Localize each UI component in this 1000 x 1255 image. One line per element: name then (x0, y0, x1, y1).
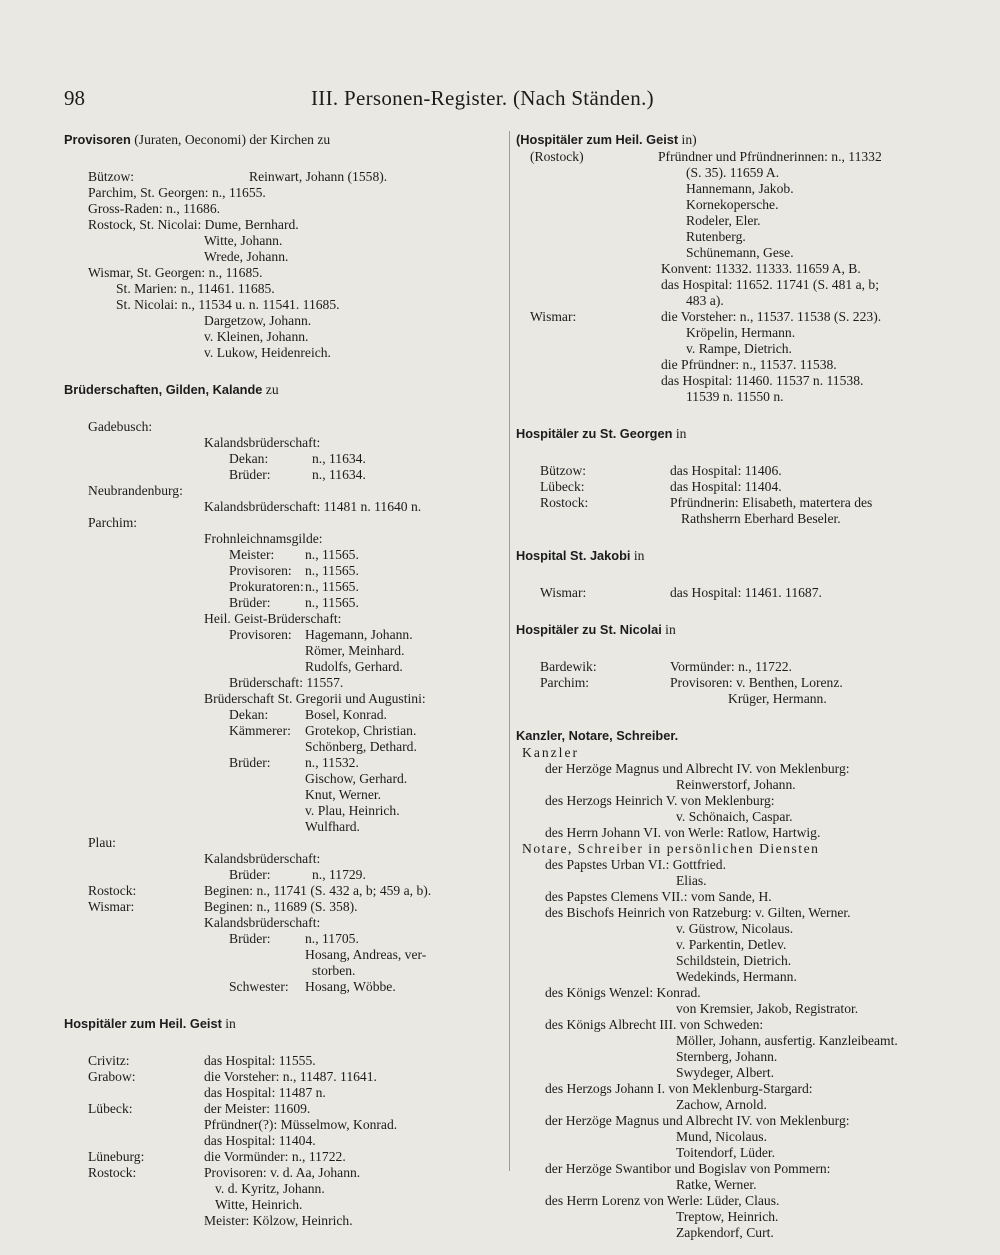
index-line (516, 985, 956, 1001)
index-entry: v. Schönaich, Caspar. (676, 809, 793, 824)
index-entry: Möller, Johann, ausfertig. Kanzleibeamt. (676, 1033, 898, 1048)
index-line (64, 867, 504, 883)
index-line (64, 787, 504, 803)
index-line (516, 1145, 956, 1161)
index-line (64, 723, 504, 739)
index-entry: des Bischofs Heinrich von Ratzeburg: v. Gilten, Werner. (545, 905, 851, 920)
index-line (64, 691, 504, 707)
index-line (516, 229, 956, 245)
index-entry: der Herzöge Magnus und Albrecht IV. von Meklenburg: (545, 761, 850, 776)
index-entry: die Pfründner: n., 11537. 11538. (661, 357, 837, 372)
page-header (0, 86, 1000, 116)
index-entry: v. Lukow, Heidenreich. (204, 345, 331, 360)
index-entry: Zachow, Arnold. (676, 1097, 767, 1112)
index-line (64, 579, 504, 595)
index-entry: Knut, Werner. (305, 787, 382, 802)
index-entry: n., 11565. (305, 563, 359, 578)
index-entry: Lübeck: (88, 1101, 133, 1116)
index-entry: Reinwerstorf, Johann. (676, 777, 796, 792)
section-heading (64, 381, 504, 399)
index-entry: Heil. Geist-Brüderschaft: (204, 611, 342, 626)
index-line (64, 499, 504, 515)
index-entry: Lübeck: (540, 479, 585, 494)
index-line (64, 1213, 504, 1229)
spacer (64, 149, 504, 169)
index-line (516, 479, 956, 495)
index-entry: Dekan: (229, 707, 269, 722)
heading-rest: zu (262, 382, 279, 397)
index-entry: Lüneburg: (88, 1149, 145, 1164)
index-entry: das Hospital: 11652. 11741 (S. 481 a, b; (661, 277, 879, 292)
spacer (64, 361, 504, 381)
index-entry: Rostock: (540, 495, 589, 510)
index-entry: Brüder: (229, 467, 271, 482)
index-entry: Bosel, Konrad. (305, 707, 387, 722)
index-entry: des Herrn Lorenz von Werle: Lüder, Claus. (545, 1193, 780, 1208)
spacer (64, 399, 504, 419)
index-entry: Crivitz: (88, 1053, 130, 1068)
index-entry: Gross-Raden: n., 11686. (88, 201, 221, 216)
index-entry: die Vorsteher: n., 11537. 11538 (S. 223). (661, 309, 882, 324)
index-line (64, 899, 504, 915)
index-line (516, 1081, 956, 1097)
index-entry: Kalandsbrüderschaft: 11481 n. 11640 n. (204, 499, 422, 514)
index-line (64, 675, 504, 691)
index-entry: die Vorsteher: n., 11487. 11641. (204, 1069, 377, 1084)
index-entry: das Hospital: 11555. (204, 1053, 316, 1068)
index-entry: storben. (312, 963, 356, 978)
index-line (64, 851, 504, 867)
index-entry: Pfründnerin: Elisabeth, matertera des (670, 495, 873, 510)
index-line (64, 771, 504, 787)
index-line (516, 691, 956, 707)
index-entry: Schünemann, Gese. (686, 245, 794, 260)
index-line (516, 277, 956, 293)
heading-bold: Hospital St. Jakobi (516, 548, 631, 563)
index-entry: Parchim: (88, 515, 138, 530)
index-entry: Neubrandenburg: (88, 483, 183, 498)
index-line (64, 547, 504, 563)
index-entry: Plau: (88, 835, 116, 850)
index-line (516, 761, 956, 777)
index-line (516, 373, 956, 389)
index-entry: Elias. (676, 873, 707, 888)
index-entry: Pfründner(?): Müsselmow, Konrad. (204, 1117, 398, 1132)
index-entry: v. Güstrow, Nicolaus. (676, 921, 794, 936)
section-heading (516, 425, 956, 443)
heading-rest: in (630, 548, 645, 563)
heading-bold: Kanzler, Notare, Schreiber. (516, 728, 679, 743)
index-line (64, 1149, 504, 1165)
index-line (516, 293, 956, 309)
index-entry: Gischow, Gerhard. (305, 771, 408, 786)
index-line (64, 419, 504, 435)
index-entry: Treptow, Heinrich. (676, 1209, 779, 1224)
index-line (64, 963, 504, 979)
index-entry: Krüger, Hermann. (728, 691, 827, 706)
index-entry: Rostock: (88, 1165, 137, 1180)
index-entry: das Hospital: 11461. 11687. (670, 585, 822, 600)
index-line (516, 921, 956, 937)
index-line (516, 165, 956, 181)
index-entry: Kalandsbrüderschaft: (204, 435, 321, 450)
index-line (516, 1049, 956, 1065)
index-entry: St. Marien: n., 11461. 11685. (116, 281, 275, 296)
index-entry: Hosang, Wöbbe. (305, 979, 396, 994)
index-line (516, 463, 956, 479)
index-entry: Hosang, Andreas, ver- (305, 947, 427, 962)
heading-rest: in (221, 1016, 236, 1031)
index-line (64, 1197, 504, 1213)
index-entry: Provisoren: (229, 627, 292, 642)
index-line (516, 659, 956, 675)
index-entry: n., 11565. (305, 595, 359, 610)
index-entry: des Papstes Clemens VII.: vom Sande, H. (545, 889, 772, 904)
index-line (64, 915, 504, 931)
index-line (64, 1133, 504, 1149)
index-line (64, 739, 504, 755)
index-entry: v. Plau, Heinrich. (305, 803, 400, 818)
index-line (64, 819, 504, 835)
index-entry: Dekan: (229, 451, 269, 466)
index-entry: Vormünder: n., 11722. (670, 659, 792, 674)
index-entry: n., 11565. (305, 579, 359, 594)
index-entry: des Herzogs Johann I. von Meklenburg-Stargard: (545, 1081, 813, 1096)
heading-rest: (Juraten, Oeconomi) der Kirchen zu (130, 132, 331, 147)
index-line (516, 1001, 956, 1017)
index-entry: Brüderschaft: 11557. (229, 675, 344, 690)
section-heading (64, 1015, 504, 1033)
index-entry: Rostock, St. Nicolai: Dume, Bernhard. (88, 217, 299, 232)
index-entry: Wrede, Johann. (204, 249, 289, 264)
index-entry: Witte, Johann. (204, 233, 283, 248)
index-entry: Brüder: (229, 755, 271, 770)
index-line (64, 169, 504, 185)
spacer (516, 565, 956, 585)
index-entry: n., 11565. (305, 547, 359, 562)
index-entry: Zapkendorf, Curt. (676, 1225, 774, 1240)
index-line (64, 329, 504, 345)
left-column (64, 131, 504, 1229)
index-entry: Kalandsbrüderschaft: (204, 915, 321, 930)
column-divider (509, 131, 510, 1171)
index-line (64, 659, 504, 675)
heading-bold: Hospitäler zum Heil. Geist (64, 1016, 222, 1031)
spacer (516, 639, 956, 659)
index-line (516, 357, 956, 373)
index-line (516, 149, 956, 165)
section-heading (516, 547, 956, 565)
index-entry: Brüder: (229, 931, 271, 946)
index-entry: Beginen: n., 11689 (S. 358). (204, 899, 358, 914)
index-entry: Grabow: (88, 1069, 136, 1084)
index-entry: des Papstes Urban VI.: Gottfried. (545, 857, 726, 872)
index-entry: Brüder: (229, 595, 271, 610)
index-entry: n., 11634. (312, 467, 366, 482)
section-heading (516, 727, 956, 745)
index-entry: der Herzöge Swantibor und Bogislav von Pommern: (545, 1161, 831, 1176)
index-entry: Hagemann, Johann. (305, 627, 413, 642)
index-entry: des Königs Wenzel: Konrad. (545, 985, 701, 1000)
index-entry: das Hospital: 11406. (670, 463, 782, 478)
index-line (64, 563, 504, 579)
index-entry: Wismar, St. Georgen: n., 11685. (88, 265, 263, 280)
index-line (64, 265, 504, 281)
section-heading (64, 131, 504, 149)
index-line (64, 1181, 504, 1197)
index-line (64, 467, 504, 483)
index-entry: Toitendorf, Lüder. (676, 1145, 776, 1160)
index-line (516, 1113, 956, 1129)
index-entry: Provisoren: v. d. Aa, Johann. (204, 1165, 361, 1180)
index-entry: Provisoren: v. Benthen, Lorenz. (670, 675, 843, 690)
index-entry: das Hospital: 11487 n. (204, 1085, 326, 1100)
index-entry: n., 11729. (312, 867, 366, 882)
index-entry: Swydeger, Albert. (676, 1065, 774, 1080)
index-line (516, 325, 956, 341)
index-entry: Wismar: (530, 309, 577, 324)
index-entry: n., 11705. (305, 931, 359, 946)
index-entry: Ratke, Werner. (676, 1177, 757, 1192)
index-line (516, 745, 956, 761)
index-line (516, 777, 956, 793)
index-entry: Rudolfs, Gerhard. (305, 659, 403, 674)
index-line (516, 793, 956, 809)
index-entry: Provisoren: (229, 563, 292, 578)
index-entry: des Königs Albrecht III. von Schweden: (545, 1017, 764, 1032)
index-entry: 483 a). (686, 293, 724, 308)
index-entry: Wedekinds, Hermann. (676, 969, 797, 984)
index-line (516, 495, 956, 511)
index-entry: der Meister: 11609. (204, 1101, 311, 1116)
index-entry: Kalandsbrüderschaft: (204, 851, 321, 866)
index-line (516, 389, 956, 405)
index-line (64, 931, 504, 947)
index-entry: von Kremsier, Jakob, Registrator. (676, 1001, 859, 1016)
index-line (64, 233, 504, 249)
index-entry: Parchim: (540, 675, 590, 690)
index-line (516, 1225, 956, 1241)
index-line (64, 883, 504, 899)
index-entry: Rostock: (88, 883, 137, 898)
index-entry: Hannemann, Jakob. (686, 181, 794, 196)
index-entry: (Rostock) (530, 149, 584, 164)
heading-bold: Brüderschaften, Gilden, Kalande (64, 382, 263, 397)
index-entry: Kämmerer: (229, 723, 291, 738)
heading-rest: in) (678, 132, 697, 147)
index-entry: Prokuratoren: (229, 579, 304, 594)
index-line (516, 245, 956, 261)
index-line (516, 1161, 956, 1177)
index-entry: Kanzler (522, 745, 580, 760)
index-line (64, 947, 504, 963)
index-line (64, 297, 504, 313)
index-line (64, 345, 504, 361)
index-line (64, 1101, 504, 1117)
index-entry: Kornekopersche. (686, 197, 779, 212)
index-entry: v. Kleinen, Johann. (204, 329, 309, 344)
index-line (64, 1117, 504, 1133)
index-entry: Dargetzow, Johann. (204, 313, 312, 328)
index-line (516, 341, 956, 357)
index-line (64, 185, 504, 201)
index-entry: 11539 n. 11550 n. (686, 389, 784, 404)
index-line (64, 595, 504, 611)
index-line (516, 197, 956, 213)
index-entry: Bützow: (540, 463, 587, 478)
index-entry: des Herzogs Heinrich V. von Meklenburg: (545, 793, 775, 808)
index-line (516, 889, 956, 905)
index-entry: Kröpelin, Hermann. (686, 325, 796, 340)
index-entry: die Vormünder: n., 11722. (204, 1149, 346, 1164)
index-line (64, 627, 504, 643)
spacer (64, 1033, 504, 1053)
spacer (516, 707, 956, 727)
index-entry: des Herrn Johann VI. von Werle: Ratlow, Hartwig. (545, 825, 821, 840)
index-line (516, 1017, 956, 1033)
index-line (516, 857, 956, 873)
index-entry: v. Parkentin, Detlev. (676, 937, 787, 952)
index-entry: Rathsherrn Eberhard Beseler. (681, 511, 841, 526)
index-line (516, 905, 956, 921)
heading-bold: (Hospitäler zum Heil. Geist (516, 132, 679, 147)
index-entry: Wismar: (540, 585, 587, 600)
index-line (64, 249, 504, 265)
index-line (516, 213, 956, 229)
index-entry: St. Nicolai: n., 11534 u. n. 11541. 11685. (116, 297, 340, 312)
index-line (64, 531, 504, 547)
index-line (64, 755, 504, 771)
index-line (516, 825, 956, 841)
index-line (516, 585, 956, 601)
index-entry: Schwester: (229, 979, 289, 994)
index-line (64, 1165, 504, 1181)
spacer (64, 995, 504, 1015)
index-entry: (S. 35). 11659 A. (686, 165, 780, 180)
index-line (516, 937, 956, 953)
spacer (516, 527, 956, 547)
index-line (64, 281, 504, 297)
index-entry: Bützow: (88, 169, 135, 184)
spacer (516, 601, 956, 621)
index-line (64, 611, 504, 627)
index-entry: der Herzöge Magnus und Albrecht IV. von Meklenburg: (545, 1113, 850, 1128)
index-entry: Witte, Heinrich. (215, 1197, 303, 1212)
index-line (64, 313, 504, 329)
index-entry: Bardewik: (540, 659, 597, 674)
index-entry: v. Rampe, Dietrich. (686, 341, 792, 356)
index-entry: das Hospital: 11460. 11537 n. 11538. (661, 373, 864, 388)
index-entry: Brüder: (229, 867, 271, 882)
index-line (516, 1177, 956, 1193)
index-line (64, 483, 504, 499)
heading-rest: in (672, 426, 687, 441)
index-line (516, 309, 956, 325)
index-entry: n., 11634. (312, 451, 366, 466)
index-line (516, 969, 956, 985)
spacer (516, 443, 956, 463)
index-line (516, 1033, 956, 1049)
index-entry: Wulfhard. (305, 819, 360, 834)
index-entry: Reinwart, Johann (1558). (249, 169, 388, 184)
index-line (64, 643, 504, 659)
index-line (516, 261, 956, 277)
index-line (516, 1097, 956, 1113)
heading-bold: Hospitäler zu St. Nicolai (516, 622, 662, 637)
index-entry: Grotekop, Christian. (305, 723, 417, 738)
index-entry: Römer, Meinhard. (305, 643, 405, 658)
index-entry: Rodeler, Eler. (686, 213, 761, 228)
index-entry: Beginen: n., 11741 (S. 432 a, b; 459 a, b). (204, 883, 432, 898)
spacer (516, 405, 956, 425)
index-line (516, 511, 956, 527)
index-line (516, 1193, 956, 1209)
index-line (64, 835, 504, 851)
index-entry: v. d. Kyritz, Johann. (215, 1181, 325, 1196)
index-line (64, 803, 504, 819)
index-line (516, 873, 956, 889)
index-line (64, 515, 504, 531)
index-entry: Parchim, St. Georgen: n., 11655. (88, 185, 266, 200)
index-entry: Frohnleichnamsgilde: (204, 531, 323, 546)
index-line (516, 181, 956, 197)
index-line (64, 707, 504, 723)
index-line (516, 809, 956, 825)
index-entry: Schildstein, Dietrich. (676, 953, 792, 968)
index-entry: Rutenberg. (686, 229, 746, 244)
index-entry: Notare, Schreiber in persönlichen Diensten (522, 841, 820, 856)
index-line (516, 1209, 956, 1225)
index-entry: Pfründner und Pfründnerinnen: n., 11332 (658, 149, 882, 164)
index-entry: das Hospital: 11404. (670, 479, 782, 494)
index-entry: Meister: (229, 547, 275, 562)
section-heading (516, 131, 956, 149)
index-line (64, 201, 504, 217)
index-line (64, 435, 504, 451)
index-entry: Meister: Kölzow, Heinrich. (204, 1213, 353, 1228)
index-line (516, 675, 956, 691)
index-entry: das Hospital: 11404. (204, 1133, 316, 1148)
index-entry: Sternberg, Johann. (676, 1049, 778, 1064)
index-line (64, 1069, 504, 1085)
section-heading (516, 621, 956, 639)
index-line (64, 217, 504, 233)
index-entry: Gadebusch: (88, 419, 153, 434)
page-number: 98 (64, 86, 85, 110)
index-line (64, 979, 504, 995)
index-line (516, 953, 956, 969)
index-line (516, 1129, 956, 1145)
heading-bold: Hospitäler zu St. Georgen (516, 426, 673, 441)
index-line (64, 1085, 504, 1101)
heading-bold: Provisoren (64, 132, 131, 147)
index-line (516, 841, 956, 857)
index-entry: Brüderschaft St. Gregorii und Augustini: (204, 691, 426, 706)
heading-rest: in (661, 622, 676, 637)
page-title: III. Personen-Register. (Nach Ständen.) (311, 86, 654, 110)
index-entry: Konvent: 11332. 11333. 11659 A, B. (661, 261, 861, 276)
index-entry: Schönberg, Dethard. (305, 739, 417, 754)
index-entry: n., 11532. (305, 755, 359, 770)
index-entry: Mund, Nicolaus. (676, 1129, 767, 1144)
right-column (516, 131, 956, 1241)
index-line (516, 1065, 956, 1081)
index-entry: Wismar: (88, 899, 135, 914)
index-line (64, 451, 504, 467)
index-line (64, 1053, 504, 1069)
